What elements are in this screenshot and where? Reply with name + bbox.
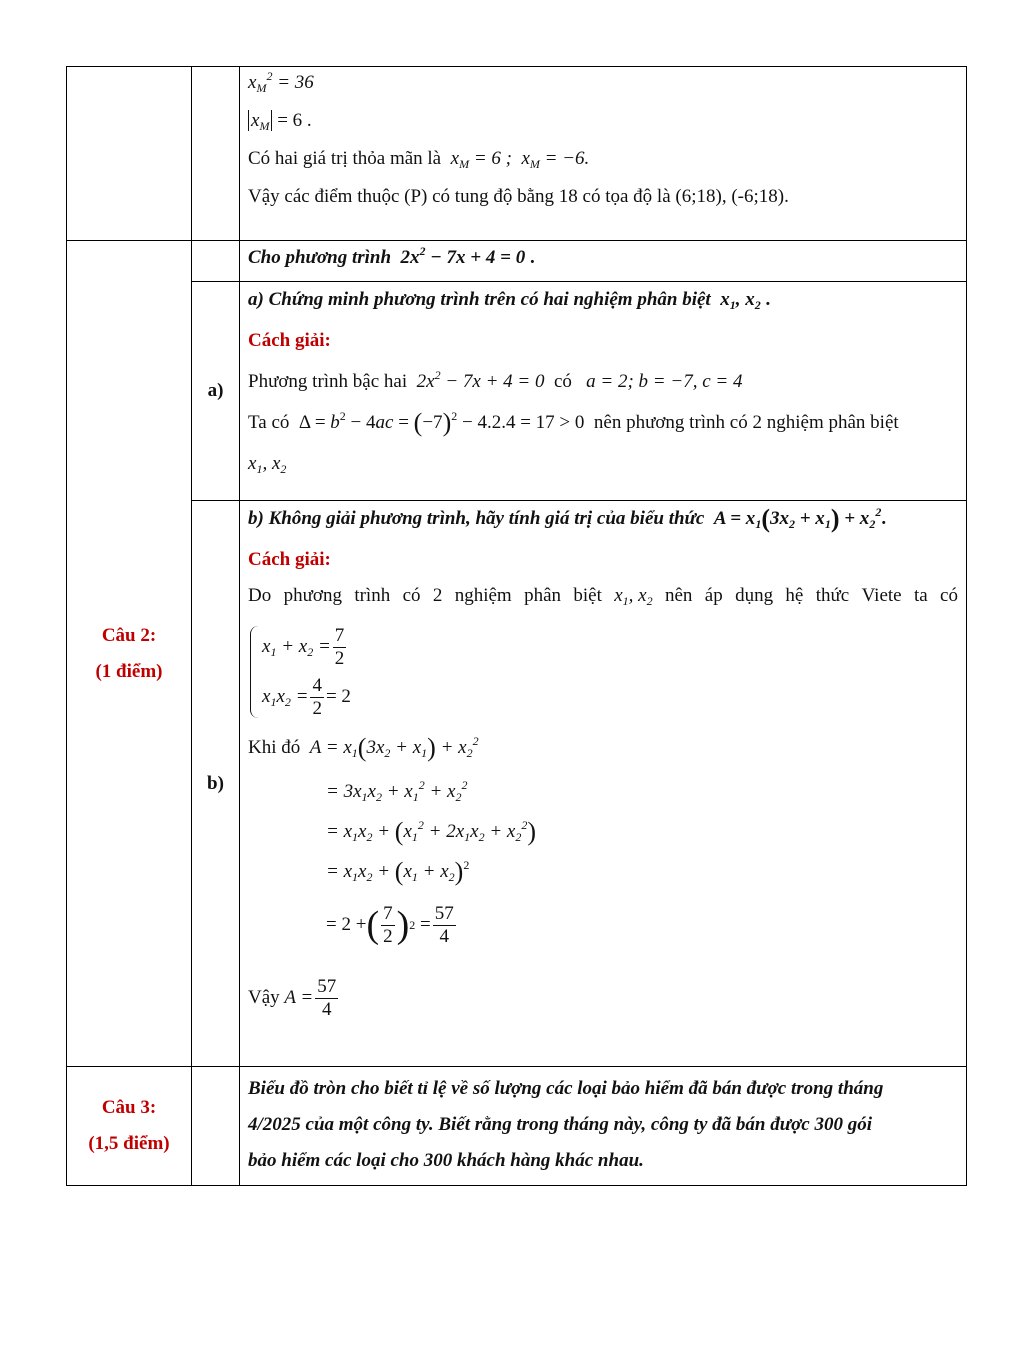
q3-label-cell	[67, 1067, 192, 1186]
prev-line-2: $x_M = 6$ .	[248, 110, 312, 131]
step-2: = $x_1x_2 + (x_1^2 + 2x_1x_2 + x_2^2)$	[326, 817, 537, 846]
viete-word: biệt	[573, 585, 602, 606]
q3-content	[240, 1067, 967, 1186]
frac-num: 57	[434, 902, 454, 924]
q2b-row	[67, 501, 967, 1067]
fraction	[433, 903, 456, 948]
q2-intro-content	[240, 241, 967, 282]
q2-intro-part-cell	[192, 241, 240, 282]
q2a-task-math: $x_1$, $x_2$ .	[720, 289, 771, 312]
prev-line-3-text: Có hai giá trị thỏa mãn là	[248, 148, 442, 169]
viete-word: 2	[432, 585, 443, 606]
q2a-l1-text: Phương trình bậc hai	[248, 371, 408, 392]
frac-den: 4	[439, 925, 449, 947]
q2-intro-text: Cho phương trình	[248, 247, 392, 268]
viete-word: có	[402, 585, 421, 606]
q3-row	[67, 1067, 967, 1186]
q2a-method-label: Cách giải:	[248, 330, 331, 351]
frac-num: 4	[312, 674, 322, 696]
q2-points: (1 điểm)	[95, 660, 163, 682]
system-row-sum: $x_1 + x_2$ = $\frac{7}{2}$	[262, 624, 345, 669]
q3-title: Câu 3:	[101, 1097, 157, 1118]
fraction	[333, 625, 347, 670]
prev-content-cell	[240, 67, 967, 241]
q2-title: Câu 2:	[101, 624, 157, 646]
q2a-l1-math1: $2x^2 - 7x + 4 = 0$	[411, 368, 550, 392]
final-math: A =	[284, 987, 314, 1008]
prev-question-row	[67, 67, 967, 241]
viete-word: ta	[913, 585, 928, 606]
khi-math: $A = x_1(3x_2 + x_1) + x_2^2$	[309, 733, 479, 762]
q2a-l3: $x_1$, $x_2$	[248, 453, 287, 476]
frac-den: 2	[312, 697, 322, 719]
viete-word: Viete	[861, 585, 902, 606]
frac-den: 2	[334, 647, 345, 669]
q2b-viete-line	[248, 584, 958, 608]
q2b-method-label: Cách giải:	[248, 549, 331, 570]
q3-points: (1,5 điểm)	[88, 1133, 170, 1154]
step-4-pre: = 2 +	[326, 914, 367, 935]
khi-text: Khi đó	[248, 737, 301, 758]
q2b-task-math: $A = x_1(3x_2 + x_1) + x_2^2$.	[713, 504, 887, 533]
q2a-content	[240, 282, 967, 501]
viete-system	[248, 622, 958, 722]
q2b-label: b)	[192, 501, 240, 1067]
viete-word: phân	[524, 585, 562, 606]
system-rhs: = 2	[325, 686, 351, 707]
q2a-l2-text1: Ta có	[248, 412, 290, 433]
viete-word: trình	[354, 585, 391, 606]
frac-den: 4	[322, 998, 332, 1020]
solution-table	[66, 66, 967, 1186]
q2a-l2-text2: nên phương trình có 2 nghiệm phân biệt	[593, 412, 899, 433]
q3-line: bảo hiểm các loại cho 300 khách hàng khác nhau.	[248, 1150, 644, 1171]
viete-word: thức	[815, 585, 850, 606]
prev-line-3-math: $x_M = 6$ ; $x_M = -6$.	[445, 148, 590, 171]
fraction	[381, 903, 395, 948]
viete-word: dụng	[735, 585, 774, 606]
prev-line-1: $x_M^2 = 36$	[248, 69, 314, 95]
step-4-eq: =	[420, 914, 431, 935]
viete-word: hệ	[785, 585, 804, 606]
q2-label-cell	[67, 241, 192, 1067]
q3-line: Biểu đồ tròn cho biết tỉ lệ về số lượng các loại bảo hiểm đã bán được trong tháng	[248, 1078, 884, 1099]
prev-line-4: Vậy các điểm thuộc (P) có tung độ bằng 18 có tọa độ là (6;18), (-6;18).	[248, 186, 789, 207]
q2a-row	[67, 282, 967, 501]
step-4: = 2 + ( $\frac{7}{2}$ ) 2 = $\frac{57}{4}$	[326, 902, 454, 947]
viete-word: áp	[704, 585, 723, 606]
final-answer	[248, 970, 958, 1026]
q2a-l1-mid: có	[553, 371, 572, 392]
prev-part-cell	[192, 67, 240, 241]
frac-den: 2	[383, 925, 393, 947]
q2a-task-text: a) Chứng minh phương trình trên có hai nghiệm phân biệt	[248, 289, 711, 310]
step-1: = $3x_1x_2 + x_1^2 + x_2^2$	[326, 778, 468, 804]
fraction	[310, 675, 324, 720]
q2b-task-text: b) Không giải phương trình, hãy tính giá trị của biểu thức	[248, 508, 705, 529]
viete-roots: $x_1$, $x_2$	[614, 585, 653, 608]
q3-line: 4/2025 của một công ty. Biết rằng trong tháng này, công ty đã bán được 300 gói	[248, 1114, 872, 1135]
q2a-l2-math: $\Delta = b^2 - 4ac = (-7)^2 - 4.2.4 = 17 > 0$	[294, 408, 590, 437]
step-3: = $x_1x_2 + (x_1 + x_2)^2$	[326, 857, 470, 886]
fraction	[315, 976, 338, 1021]
viete-word: nên	[664, 585, 693, 606]
viete-word: nghiệm	[454, 585, 512, 606]
viete-word: có	[940, 585, 958, 606]
q3-part-cell	[192, 1067, 240, 1186]
frac-num: 57	[317, 975, 337, 997]
viete-word: phương	[283, 585, 342, 606]
final-text: Vậy	[248, 987, 280, 1008]
system-row-product: $x_1x_2$ = $\frac{4}{2}$ = 2	[262, 674, 351, 719]
q2a-l1-math2: a = 2; b = −7, c = 4	[576, 371, 743, 392]
frac-num: 7	[383, 902, 393, 924]
system-brace	[250, 626, 259, 718]
q2-intro-math: $2x^2 - 7x + 4 = 0$ .	[400, 244, 535, 268]
prev-question-cell	[67, 67, 192, 241]
frac-num: 7	[334, 624, 345, 646]
q2a-label: a)	[192, 282, 240, 501]
q2-intro-row	[67, 241, 967, 282]
q2b-content	[240, 501, 967, 1067]
viete-word: Do	[248, 585, 272, 606]
